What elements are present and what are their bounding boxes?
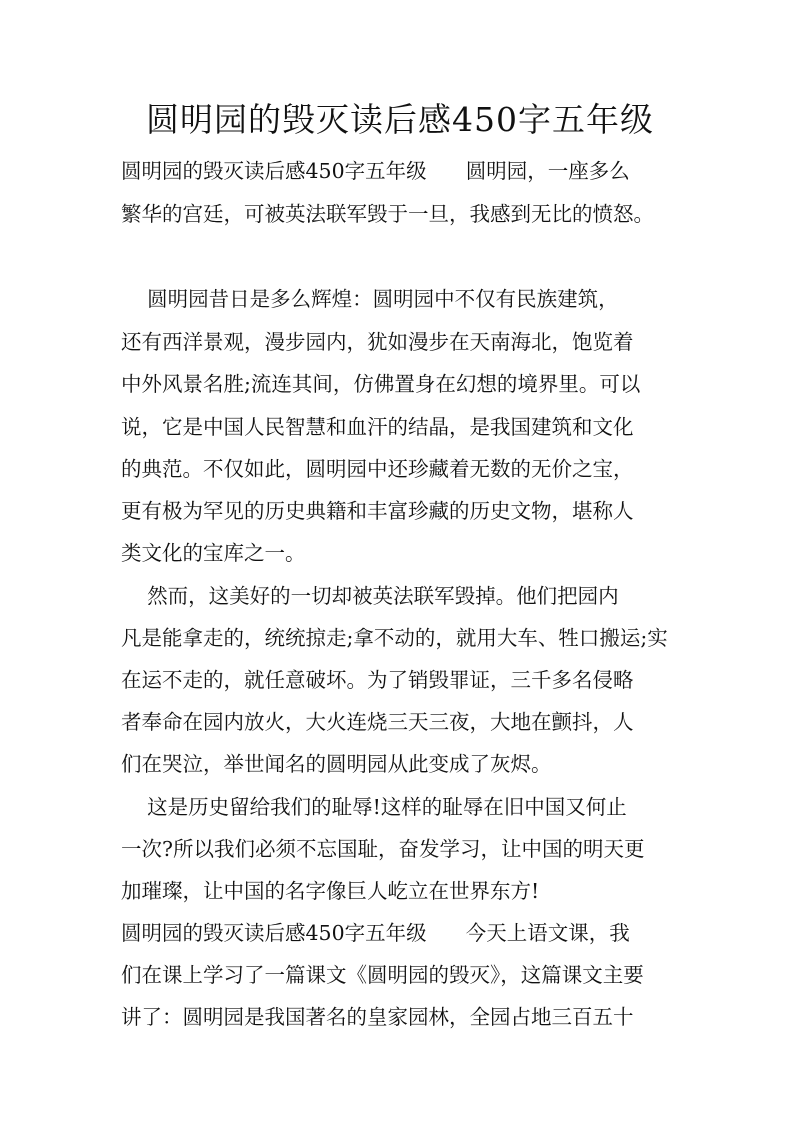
body-line: 加璀璨，让中国的名字像巨人屹立在世界东方! (121, 879, 540, 903)
body-line: 中外风景名胜;流连其间，仿佛置身在幻想的境界里。可以 (121, 372, 641, 396)
body-line: 更有极为罕见的历史典籍和丰富珍藏的历史文物，堪称人 (121, 499, 634, 523)
body-line: 们在哭泣，举世闻名的圆明园从此变成了灰烬。 (121, 752, 552, 776)
body-line: 说，它是中国人民智慧和血汗的结晶，是我国建筑和文化 (121, 415, 634, 439)
body-line: 圆明园的毁灭读后感450字五年级 今天上语文课，我 (121, 921, 630, 945)
body-line: 圆明园昔日是多么辉煌：圆明园中不仅有民族建筑， (121, 287, 619, 311)
body-line: 类文化的宝库之一。 (121, 541, 306, 565)
body-line: 然而，这美好的一切却被英法联军毁掉。他们把园内 (121, 584, 619, 608)
body-line: 圆明园的毁灭读后感450字五年级 圆明园，一座多么 (121, 159, 630, 183)
body-line: 凡是能拿走的，统统掠走;拿不动的，就用大车、牲口搬运;实 (121, 626, 668, 650)
body-line: 这是历史留给我们的耻辱!这样的耻辱在旧中国又何止 (121, 795, 627, 819)
body-line: 者奉命在园内放火，大火连烧三天三夜，大地在颤抖，人 (121, 710, 634, 734)
body-line: 还有西洋景观，漫步园内，犹如漫步在天南海北，饱览着 (121, 330, 634, 354)
page-title: 圆明园的毁灭读后感450字五年级 (146, 100, 654, 139)
body-line: 繁华的宫廷，可被英法联军毁于一旦，我感到无比的愤怒。 (121, 202, 654, 226)
body-line: 一次?所以我们必须不忘国耻，奋发学习，让中国的明天更 (121, 837, 645, 861)
body-line: 在运不走的，就任意破坏。为了销毁罪证，三千多名侵略 (121, 668, 634, 692)
body-line: 的典范。不仅如此，圆明园中还珍藏着无数的无价之宝， (121, 457, 634, 481)
body-line: 们在课上学习了一篇课文《圆明园的毁灭》，这篇课文主要 (121, 963, 644, 987)
body-line: 讲了：圆明园是我国著名的皇家园林，全园占地三百五十 (121, 1005, 634, 1029)
